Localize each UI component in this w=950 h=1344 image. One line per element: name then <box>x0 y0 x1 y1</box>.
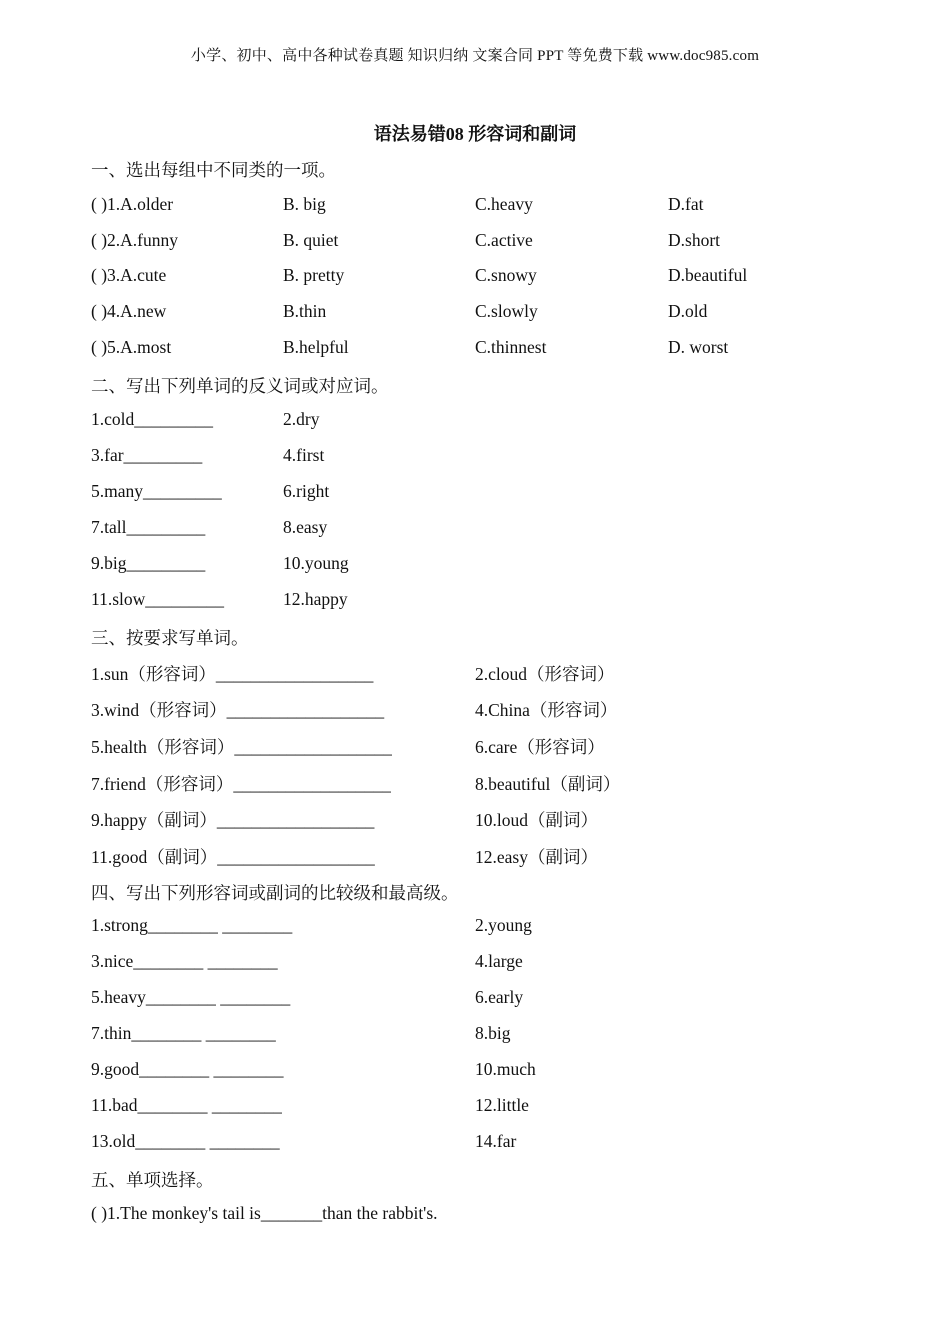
option-b: B. big <box>283 194 326 214</box>
word-right: 8.easy <box>283 517 328 537</box>
word-left: 9.happy（副词）__________________ <box>91 810 375 830</box>
section2-heading: 二、写出下列单词的反义词或对应词。 <box>91 376 389 396</box>
word-right: 2.dry <box>283 409 320 429</box>
page-header: 小学、初中、高中各种试卷真题 知识归纳 文案合同 PPT 等免费下载 www.doc985.com <box>190 48 760 64</box>
option-c: C.thinnest <box>475 337 547 357</box>
word-left: 13.old________ ________ <box>91 1131 280 1151</box>
question-stem: ( )3.A.cute <box>91 265 167 285</box>
word-left: 7.tall_________ <box>91 517 206 537</box>
word-left: 3.far_________ <box>91 445 203 465</box>
option-d: D.short <box>668 230 721 250</box>
word-left: 7.thin________ ________ <box>91 1023 276 1043</box>
word-right: 8.beautiful（副词） <box>475 774 621 794</box>
word-right: 12.easy（副词） <box>475 847 598 867</box>
word-left: 1.strong________ ________ <box>91 915 293 935</box>
word-right: 2.cloud（形容词） <box>475 664 615 684</box>
question-stem: ( )5.A.most <box>91 337 172 357</box>
word-right: 8.big <box>475 1023 511 1043</box>
option-d: D.old <box>668 301 708 321</box>
question-stem: ( )2.A.funny <box>91 230 178 250</box>
word-right: 6.right <box>283 481 330 501</box>
word-right: 2.young <box>475 915 532 935</box>
option-d: D.fat <box>668 194 704 214</box>
word-right: 12.happy <box>283 589 348 609</box>
section4-heading: 四、写出下列形容词或副词的比较级和最高级。 <box>91 883 459 903</box>
question-stem: ( )1.A.older <box>91 194 174 214</box>
option-b: B. quiet <box>283 230 339 250</box>
word-left: 3.nice________ ________ <box>91 951 278 971</box>
option-d: D.beautiful <box>668 265 748 285</box>
word-left: 11.bad________ ________ <box>91 1095 282 1115</box>
word-right: 4.China（形容词） <box>475 700 618 720</box>
word-right: 4.large <box>475 951 523 971</box>
option-b: B. pretty <box>283 265 345 285</box>
word-right: 6.care（形容词） <box>475 737 605 757</box>
option-c: C.slowly <box>475 301 538 321</box>
word-left: 5.heavy________ ________ <box>91 987 291 1007</box>
option-d: D. worst <box>668 337 729 357</box>
option-c: C.snowy <box>475 265 537 285</box>
word-right: 14.far <box>475 1131 517 1151</box>
section3-heading: 三、按要求写单词。 <box>91 628 249 648</box>
word-left: 1.cold_________ <box>91 409 214 429</box>
word-left: 9.big_________ <box>91 553 206 573</box>
word-left: 9.good________ ________ <box>91 1059 284 1079</box>
word-right: 10.loud（副词） <box>475 810 598 830</box>
page-title: 语法易错08 形容词和副词 <box>373 124 577 144</box>
word-right: 12.little <box>475 1095 529 1115</box>
word-right: 6.early <box>475 987 524 1007</box>
question-line: ( )1.The monkey's tail is_______than the rabbit's. <box>91 1203 438 1223</box>
word-right: 4.first <box>283 445 325 465</box>
word-left: 1.sun（形容词）__________________ <box>91 664 374 684</box>
section5-heading: 五、单项选择。 <box>91 1170 214 1190</box>
word-left: 11.good（副词）__________________ <box>91 847 375 867</box>
word-left: 5.many_________ <box>91 481 222 501</box>
word-left: 11.slow_________ <box>91 589 225 609</box>
word-right: 10.young <box>283 553 349 573</box>
word-left: 5.health（形容词）__________________ <box>91 737 392 757</box>
option-c: C.heavy <box>475 194 533 214</box>
word-left: 3.wind（形容词）__________________ <box>91 700 385 720</box>
question-stem: ( )4.A.new <box>91 301 167 321</box>
section1-heading: 一、选出每组中不同类的一项。 <box>91 160 336 180</box>
option-b: B.thin <box>283 301 327 321</box>
word-left: 7.friend（形容词）__________________ <box>91 774 391 794</box>
option-c: C.active <box>475 230 533 250</box>
option-b: B.helpful <box>283 337 349 357</box>
word-right: 10.much <box>475 1059 536 1079</box>
